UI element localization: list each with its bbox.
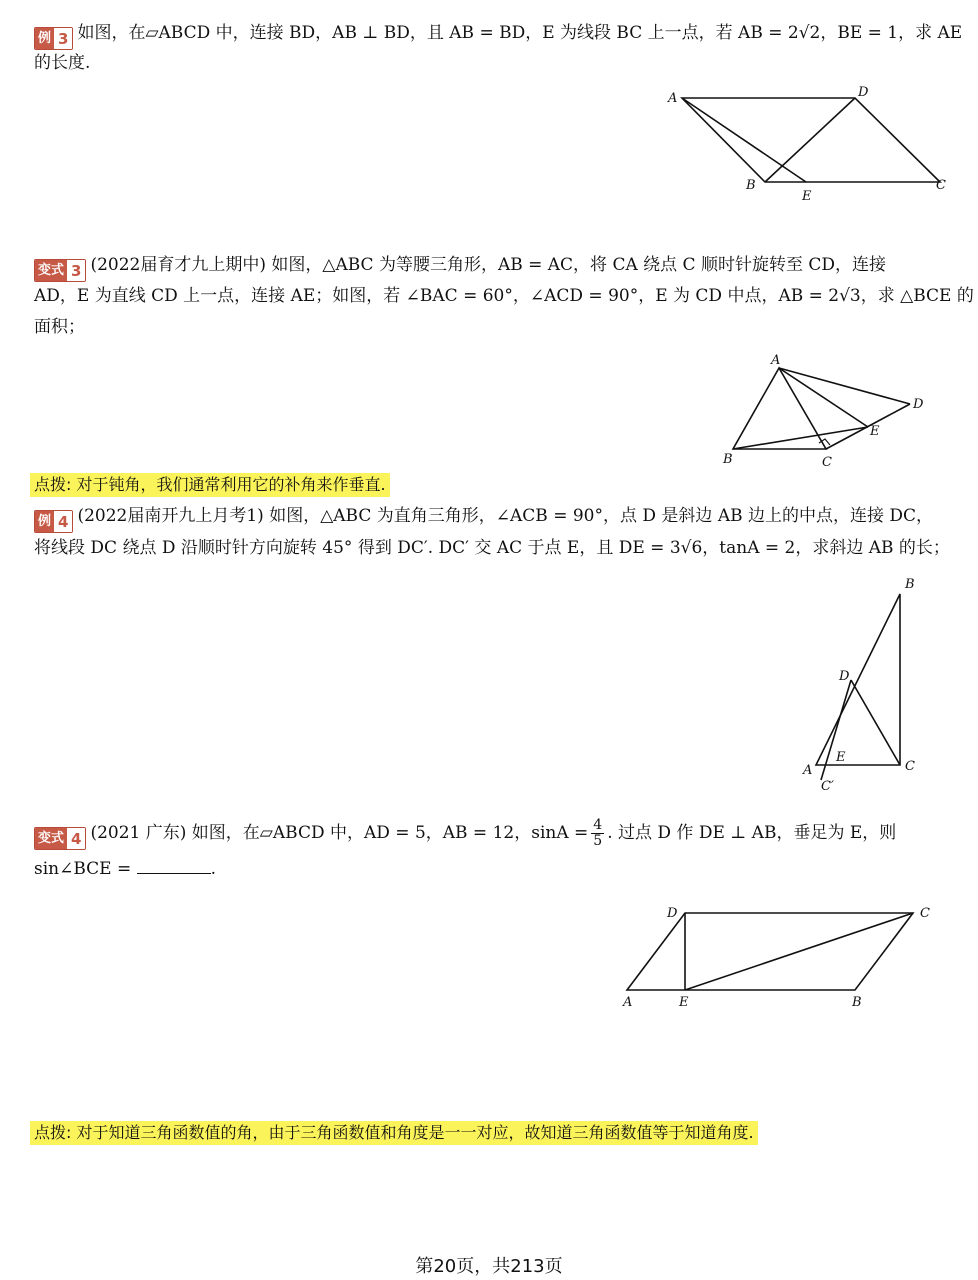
label-c: C — [905, 759, 915, 774]
segment-ce — [685, 913, 913, 990]
variant-4-text-2a: sin∠BCE = — [34, 859, 132, 879]
segment-dc — [851, 680, 900, 765]
example-3-tag: 例 3 — [34, 27, 73, 50]
label-d: D — [913, 397, 924, 412]
page-footer: 第20页，共213页 — [415, 1256, 563, 1277]
variant-4-line-2 — [34, 858, 216, 880]
variant-4-tag: 变式 4 — [34, 827, 86, 850]
example-3-text-2: 的长度. — [34, 53, 91, 73]
label-b: B — [852, 995, 862, 1010]
label-d: D — [858, 85, 869, 100]
label-a: A — [668, 91, 678, 106]
segment-ae — [779, 368, 868, 427]
label-b: B — [905, 577, 915, 592]
example-3-line-1 — [34, 22, 962, 50]
variant-3-line-1 — [34, 254, 886, 282]
variant-3-text-3: 面积； — [34, 317, 85, 337]
variant-4-text-2b: . — [210, 859, 217, 879]
example-4-text-1: (2022届南开九上月考1) 如图，△ABC 为直角三角形，∠ACB = 90°，点 D 是斜边 AB 边上的中点，连接 DC， — [77, 506, 934, 526]
label-c: C — [920, 906, 930, 921]
label-d: D — [839, 669, 850, 684]
label-e: E — [870, 424, 880, 439]
figure-parallelogram-abcd-var4 — [615, 898, 945, 1013]
parallelogram-outline — [627, 913, 913, 990]
label-b: B — [746, 178, 756, 193]
example-4-tag: 例 4 — [34, 510, 73, 533]
label-c: C — [936, 178, 946, 193]
figure-triangle-abc-var3 — [715, 350, 945, 475]
example-4-text-2: 将线段 DC 绕点 D 沿顺时针方向旋转 45° 得到 DC′. DC′ 交 AC 于点 E，且 DE = 3√6，tanA = 2，求斜边 AB 的长； — [34, 538, 950, 558]
variant-4-line-1 — [34, 818, 896, 850]
label-c-prime: C′ — [821, 779, 834, 794]
label-d: D — [667, 906, 678, 921]
label-a: A — [803, 763, 813, 778]
hint-trig-value: 点拨: 对于知道三角函数值的角，由于三角函数值和角度是一一对应，故知道三角函数值等于知道角度. — [30, 1121, 758, 1145]
label-e: E — [679, 995, 689, 1010]
variant-4-text-1a: (2021 广东) 如图，在▱ABCD 中，AD = 5，AB = 12，sinA = — [90, 823, 589, 843]
label-c: C — [822, 455, 832, 470]
variant-3-text-1: (2022届育才九上期中) 如图，△ABC 为等腰三角形，AB = AC，将 CA 绕点 C 顺时针旋转至 CD，连接 — [90, 255, 887, 275]
answer-blank[interactable] — [137, 859, 211, 874]
fraction-four-fifths: $\frac{4}{5}$ — [593, 817, 603, 849]
label-e: E — [802, 189, 812, 204]
variant-3-text-2: AD，E 为直线 CD 上一点，连接 AE；如图，若 ∠BAC = 60°，∠ACD = 90°，E 为 CD 中点，AB = 2√3，求 △BCE 的 — [34, 286, 974, 306]
variant-4-text-1b: . 过点 D 作 DE ⊥ AB，垂足为 E，则 — [607, 823, 897, 843]
example-4-line-1 — [34, 505, 933, 533]
segment-ad — [779, 368, 910, 404]
variant-3-tag: 变式 3 — [34, 259, 86, 282]
label-b: B — [723, 452, 733, 467]
figure-right-triangle-abc-ex4 — [795, 572, 935, 797]
segment-ae — [682, 98, 806, 182]
triangle-abc — [816, 594, 900, 765]
segment-bd — [765, 98, 855, 182]
label-e: E — [836, 750, 846, 765]
hint-obtuse-angle: 点拨: 对于钝角，我们通常利用它的补角来作垂直. — [30, 473, 390, 497]
figure-parallelogram-abcd-ex3 — [660, 82, 960, 207]
example-3-text-1: 如图，在▱ABCD 中，连接 BD，AB ⊥ BD，且 AB = BD，E 为线段 BC 上一点，若 AB = 2√2，BE = 1，求 AE — [77, 23, 963, 43]
label-a: A — [771, 353, 781, 368]
label-a: A — [623, 995, 633, 1010]
